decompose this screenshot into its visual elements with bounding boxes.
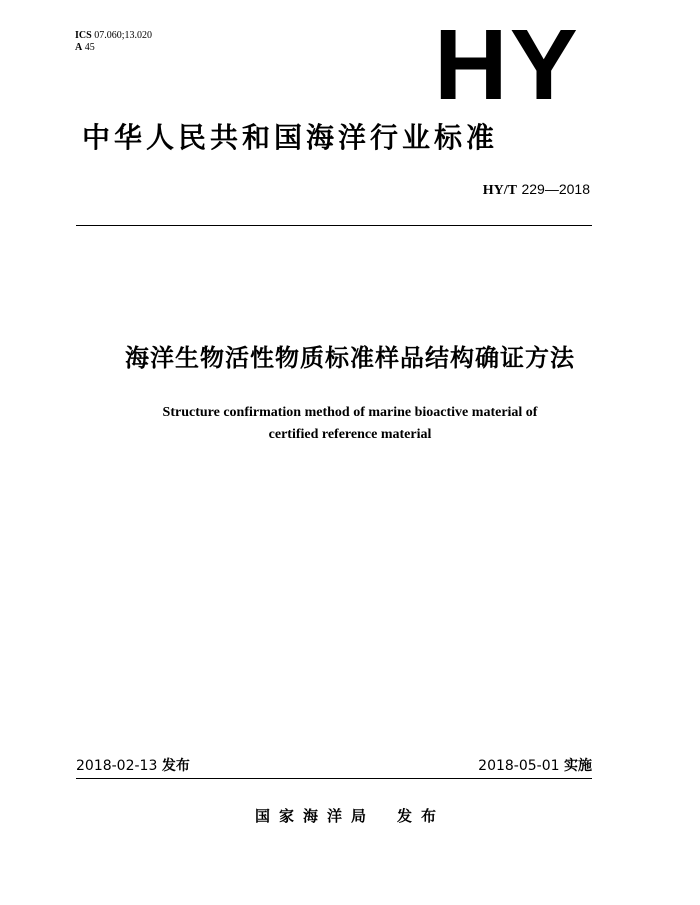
implement-date-value: 2018-05-01 (478, 758, 560, 774)
publisher-action: 发布 (397, 807, 446, 825)
ics-line (75, 30, 152, 42)
implement-date-label: 实施 (564, 758, 592, 774)
title-chinese: 海洋生物活性物质标准样品结构确证方法 (125, 344, 575, 372)
authority-title: 中华人民共和国海洋行业标准 (82, 121, 499, 154)
issue-date (76, 757, 190, 775)
title-english (0, 402, 700, 446)
standard-code-prefix: HY/T (482, 183, 518, 198)
standard-code-number: 229—2018 (521, 181, 590, 197)
ics-prefix: ICS (75, 30, 92, 41)
top-divider (76, 225, 592, 226)
ccs-line (75, 42, 152, 54)
ccs-code: 45 (84, 42, 95, 53)
classification-codes (75, 30, 152, 54)
standard-code (483, 180, 590, 200)
issue-date-label: 发布 (161, 758, 190, 774)
ccs-prefix: A (75, 42, 83, 53)
publisher (0, 805, 700, 827)
publisher-org: 国家海洋局 (254, 807, 375, 825)
issue-date-value: 2018-02-13 (76, 758, 158, 774)
implement-date (478, 757, 592, 775)
title-english-line-1: Structure confirmation method of marine bioactive material of (162, 405, 538, 420)
bottom-divider (76, 778, 592, 779)
hy-logo: HY (434, 9, 580, 121)
title-english-line-2: certified reference material (268, 427, 432, 442)
ics-codes: 07.060;13.020 (94, 30, 152, 41)
